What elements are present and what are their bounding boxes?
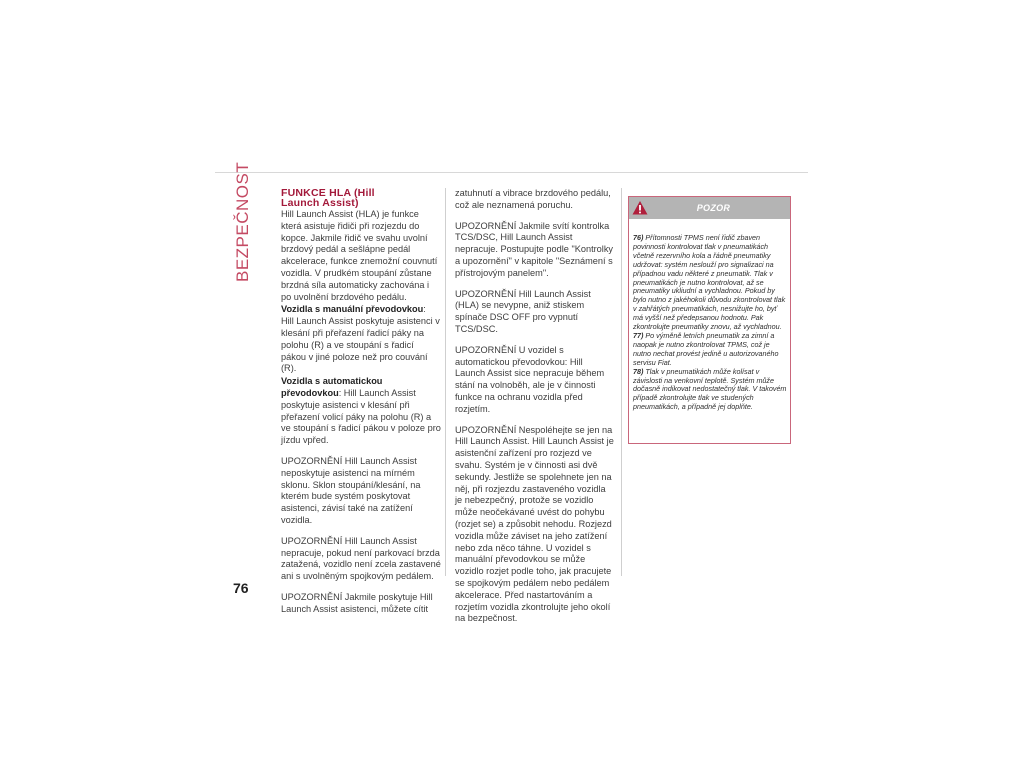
continued-paragraph: zatuhnutí a vibrace brzdového pedálu, což ale neznamená poruchu. (455, 188, 611, 210)
automatic-transmission-heading: Vozidla s automatickou převodovkou (281, 376, 383, 398)
note-paragraph: UPOZORNĚNÍ Jakmile poskytuje Hill Launch Assist asistenci, můžete cítit (281, 591, 433, 614)
chapter-side-title-text: BEZPEČNOST (233, 161, 252, 282)
warning-item (633, 368, 788, 413)
note-paragraph: UPOZORNĚNÍ Hill Launch Assist (HLA) se nevypne, aniž stiskem spínače DSC OFF pro vypnutí TCS/DSC. (455, 288, 591, 334)
page-number: 76 (233, 580, 249, 596)
manual-transmission-paragraph (281, 304, 441, 375)
section-title-line: Launch Assist) (281, 197, 359, 209)
warning-item (633, 234, 788, 332)
warning-item-text: Po výměně letních pneumatik za zimní a naopak je nutno zkontrolovat TPMS, což je nutno nechat provést jedině u autorizovaného servisu Fiat. (633, 330, 779, 367)
warning-item-number: 77) (633, 330, 644, 340)
warning-header (629, 197, 790, 219)
text-column-2 (455, 188, 615, 634)
warning-box (628, 196, 791, 444)
warning-item-text: Přítomnosti TPMS není řidič zbaven povinnosti kontrolovat tlak v pneumatikách včetně rezervního kola a řádně pneumatiky udržovat: systém neslouží pro signalizaci na případnou vadu některé z pneumatik. Tlak v pneumatikách je nutno kontrolovat, až se pneumatiky ukliudní a vychladnou. Pokud by bylo nutno z jakéhokoli důvodu zkontrolovat tlak v zahřátých pneumatikách, nesnižujte ho, byť má vyšší než předepsanou hodnotu. Pak zkontrolujte pneumatiky znovu, až vychladnou. (633, 233, 786, 332)
warning-item-number: 76) (633, 233, 644, 242)
chapter-side-title (233, 161, 263, 282)
column-divider (445, 188, 446, 576)
text-column-1 (281, 188, 441, 625)
manual-transmission-text: : Hill Launch Assist poskytuje asistenci v klesání při přeřazení řadicí páky na polohu (R) a ve stoupání s řadicí pákou v jiné poloze než pro couvání (R). (281, 304, 440, 374)
automatic-transmission-paragraph (281, 376, 441, 447)
warning-title: POZOR (696, 203, 731, 213)
warning-item (633, 332, 788, 368)
note-paragraph: UPOZORNĚNÍ Hill Launch Assist neposkytuje asistenci na mírném sklonu. Sklon stoupání/klesání, na kterém bude systém poskytovat asistenci, závisí také na zatížení vozidla. (281, 455, 421, 525)
warning-item-text: Tlak v pneumatikách může kolísat v závislosti na venkovní teplotě. Systém může dočasně indikovat nedostatečný tlak. V takovém případě zkontrolujte tlak ve studených pneumatikách, a případně jej doplňte. (633, 366, 787, 412)
warning-item-number: 78) (633, 366, 644, 376)
section-title-line: FUNKCE HLA (Hill (281, 187, 375, 199)
top-rule (215, 172, 808, 173)
warning-body (633, 234, 788, 412)
note-paragraph: UPOZORNĚNÍ Nespoléhejte se jen na Hill Launch Assist. Hill Launch Assist je asistenční zařízení pro rozjezd ve svahu. Systém je v činnosti asi dvě sekundy. Jestliže se spolehnete jen na něj, při rozjezdu zastaveného vozidla je nebezpečný, protože se vozidlo může neočekávané uvést do pohybu (rozjet se) a způsobit nehodu. Rozjezd vozidla může záviset na jeho zatížení nebo zda něco táhne. U vozidel s manuální převodovkou se může vozidlo rozjet podle toho, jak pracujete se spojkovým pedálem nebo pedálem akcelerace. Před nastartováním a rozjetím vozidla zkontrolujte jeho okolí na bezpečnost. (455, 424, 614, 624)
intro-paragraph: Hill Launch Assist (HLA) je funkce která asistuje řidiči při rozjezdu do kopce. Jakmile řidič ve svahu uvolní brzdový pedál a sešlápne pedál akcelerace, funkce znemožní couvnutí vozidla. V prudkém stoupání zůstane brzdná síla automaticky zachována i po uvolnění brzdového pedálu. (281, 209, 438, 302)
manual-transmission-heading: Vozidla s manuální převodovkou (281, 304, 424, 315)
note-paragraph: UPOZORNĚNÍ Hill Launch Assist nepracuje, pokud není parkovací brzda zatažená, vozidlo není zcela zastavené ani s uvolněným spojkovým pedálem. (281, 535, 441, 582)
note-paragraph: UPOZORNĚNÍ U vozidel s automatickou převodovkou: Hill Launch Assist sice nepracuje během stání na volnoběh, ale je v činnosti funkce na ochranu vozidla před rozjetím. (455, 344, 605, 414)
note-paragraph: UPOZORNĚNÍ Jakmile svítí kontrolka TCS/DSC, Hill Launch Assist nepracuje. Postupujte podle "Kontrolky a upozornění" v kapitole "Seznámení s přístrojovým panelem". (455, 220, 614, 278)
automatic-transmission-text: : Hill Launch Assist poskytuje asistenci v klesání při přeřazení volicí páky na polohu (R) a ve stoupání s řadicí pákou v poloze pro jízdu vpřed. (281, 387, 441, 446)
section-title (281, 188, 441, 208)
column-divider (621, 188, 622, 576)
